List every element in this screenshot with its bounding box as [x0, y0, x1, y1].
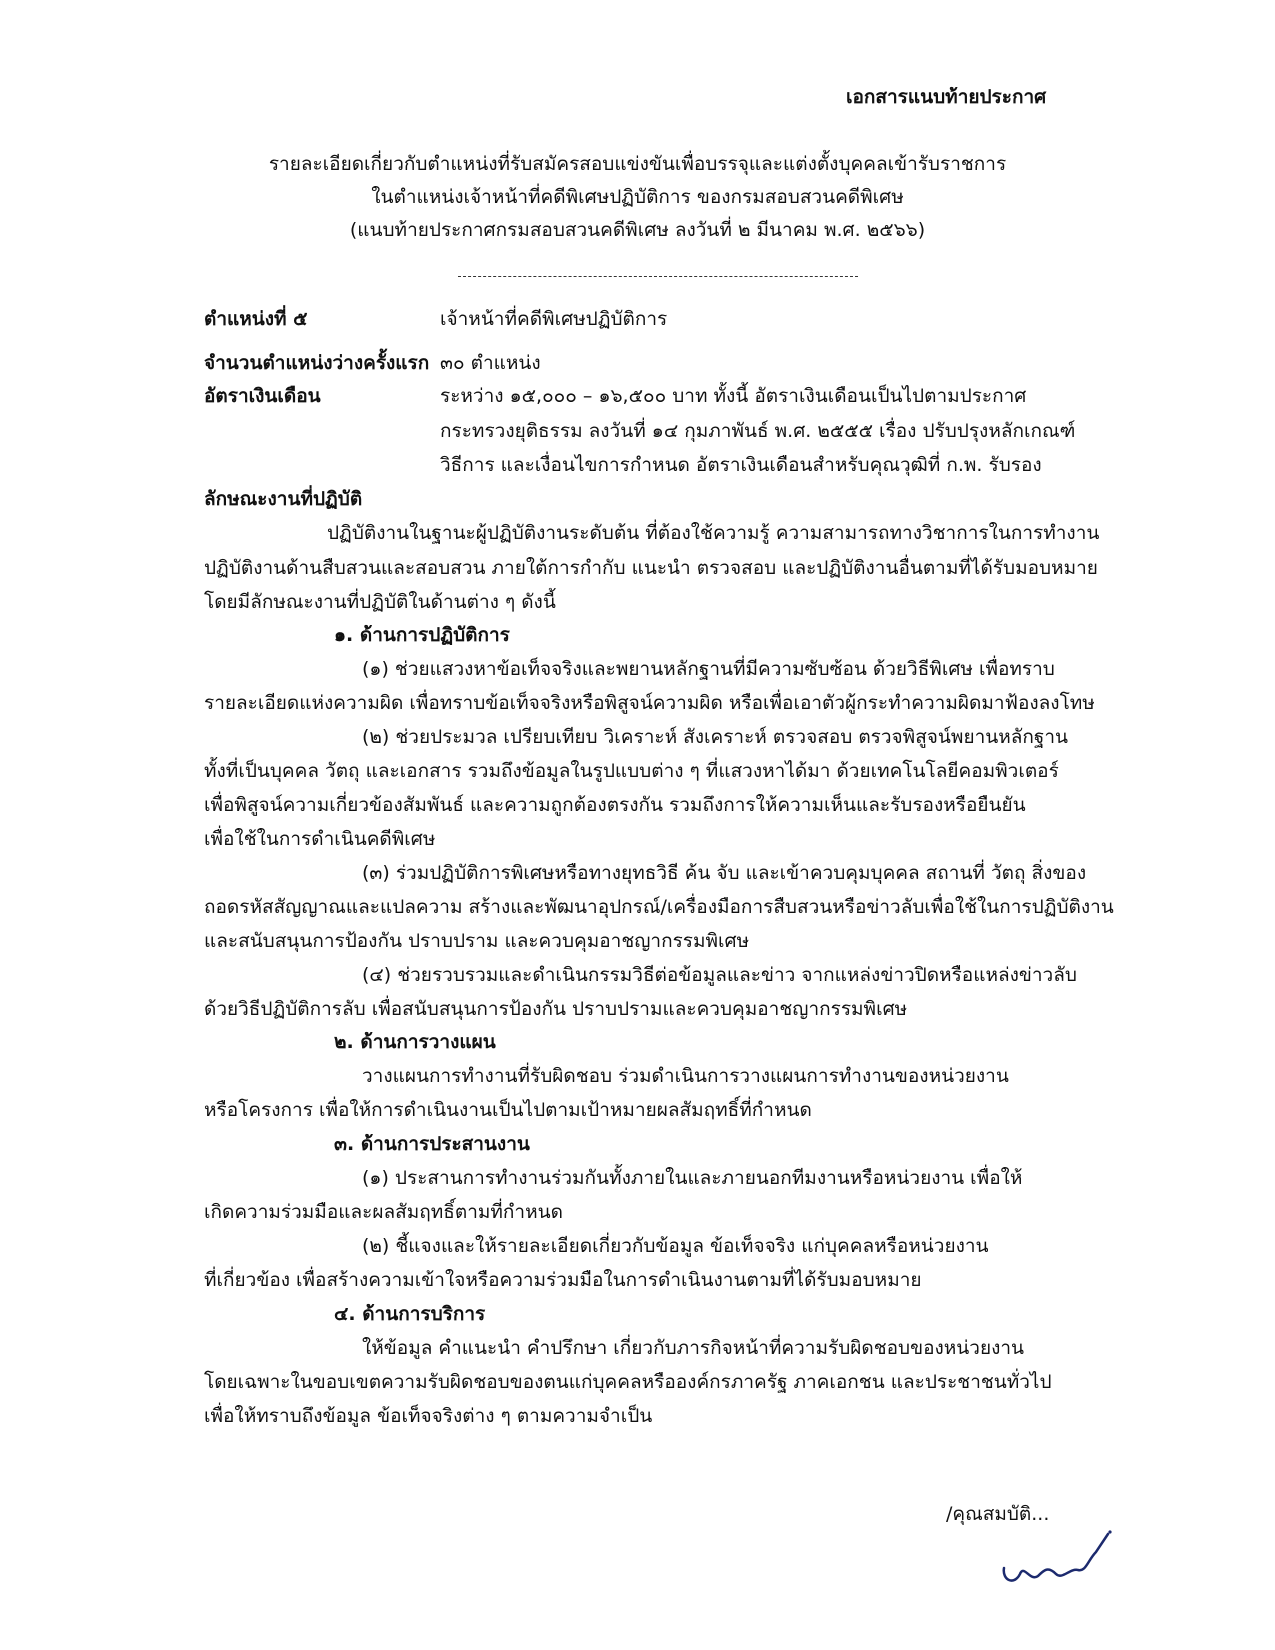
salary-line: วิธีการ และเงื่อนไขการกำหนด อัตราเงินเดือนสำหรับคุณวุฒิที่ ก.พ. รับรอง [440, 454, 1042, 476]
paragraph-line: (๑) ช่วยแสวงหาข้อเท็จจริงและพยานหลักฐานที่มีความซับซ้อน ด้วยวิธีพิเศษ เพื่อทราบ [362, 658, 1055, 680]
section-heading: ๓. ด้านการประสานงาน [334, 1133, 530, 1155]
signature-mark [1000, 1530, 1120, 1590]
title-line: รายละเอียดเกี่ยวกับตำแหน่งที่รับสมัครสอบแข่งขันเพื่อบรรจุและแต่งตั้งบุคคลเข้ารับราชการ [268, 153, 1007, 175]
paragraph-line: (๔) ช่วยรวบรวมและดำเนินกรรมวิธีต่อข้อมูลและข่าว จากแหล่งข่าวปิดหรือแหล่งข่าวลับ [362, 964, 1077, 986]
salary-line: ระหว่าง ๑๕,๐๐๐ – ๑๖,๕๐๐ บาท ทั้งนี้ อัตราเงินเดือนเป็นไปตามประกาศ [440, 385, 1027, 407]
section-heading: ๔. ด้านการบริการ [334, 1303, 486, 1325]
vacancy-value: ๓๐ ตำแหน่ง [440, 352, 541, 374]
paragraph-line: ถอดรหัสสัญญาณและแปลความ สร้างและพัฒนาอุปกรณ์/เครื่องมือการสืบสวนหรือข่าวลับเพื่อใช้ในการปฏิบัติงาน [204, 896, 1114, 918]
paragraph-line: รายละเอียดแห่งความผิด เพื่อทราบข้อเท็จจริงหรือพิสูจน์ความผิด หรือเพื่อเอาตัวผู้กระทำความผิดมาฟ้องลงโทษ [204, 692, 1095, 714]
paragraph-line: เพื่อพิสูจน์ความเกี่ยวข้องสัมพันธ์ และความถูกต้องตรงกัน รวมถึงการให้ความเห็นและรับรองหรือยืนยัน [204, 794, 1026, 816]
paragraph-line: (๒) ช่วยประมวล เปรียบเทียบ วิเคราะห์ สังเคราะห์ ตรวจสอบ ตรวจพิสูจน์พยานหลักฐาน [362, 726, 1069, 748]
section-heading: ๒. ด้านการวางแผน [334, 1031, 496, 1053]
paragraph-line: ปฏิบัติงานในฐานะผู้ปฏิบัติงานระดับต้น ที่ต้องใช้ความรู้ ความสามารถทางวิชาการในการทำงาน [327, 522, 1100, 544]
paragraph-line: ทั้งที่เป็นบุคคล วัตถุ และเอกสาร รวมถึงข้อมูลในรูปแบบต่าง ๆ ที่แสวงหาได้มา ด้วยเทคโนโลยีคอมพิวเตอร์ [204, 760, 1059, 782]
duties-heading: ลักษณะงานที่ปฏิบัติ [204, 488, 363, 510]
paragraph-line: หรือโครงการ เพื่อให้การดำเนินงานเป็นไปตามเป้าหมายผลสัมฤทธิ์ที่กำหนด [204, 1099, 812, 1121]
paragraph-line: ที่เกี่ยวข้อง เพื่อสร้างความเข้าใจหรือความร่วมมือในการดำเนินงานตามที่ได้รับมอบหมาย [204, 1269, 922, 1291]
title-line: (แนบท้ายประกาศกรมสอบสวนคดีพิเศษ ลงวันที่ ๒ มีนาคม พ.ศ. ๒๕๖๖) [349, 219, 926, 241]
paragraph-line: เพื่อใช้ในการดำเนินคดีพิเศษ [204, 828, 436, 850]
paragraph-line: และสนับสนุนการป้องกัน ปราบปราม และควบคุมอาชญากรรมพิเศษ [204, 930, 750, 952]
position-no-label: ตำแหน่งที่ ๕ [204, 308, 308, 330]
paragraph-line: (๓) ร่วมปฏิบัติการพิเศษหรือทางยุทธวิธี ค้น จับ และเข้าควบคุมบุคคล สถานที่ วัตถุ สิ่งของ [362, 862, 1087, 884]
paragraph-line: ปฏิบัติงานด้านสืบสวนและสอบสวน ภายใต้การกำกับ แนะนำ ตรวจสอบ และปฏิบัติงานอื่นตามที่ได้รับมอบหมาย [204, 557, 1098, 579]
section-heading: ๑. ด้านการปฏิบัติการ [334, 624, 510, 646]
paragraph-line: โดยเฉพาะในขอบเขตความรับผิดชอบของตนแก่บุคคลหรือองค์กรภาครัฐ ภาคเอกชน และประชาชนทั่วไป [204, 1371, 1052, 1393]
paragraph-line: วางแผนการทำงานที่รับผิดชอบ ร่วมดำเนินการวางแผนการทำงานของหน่วยงาน [362, 1065, 1009, 1087]
paragraph-line: (๒) ชี้แจงและให้รายละเอียดเกี่ยวกับข้อมูล ข้อเท็จจริง แก่บุคคลหรือหน่วยงาน [362, 1235, 989, 1257]
dashed-divider [458, 276, 858, 277]
paragraph-line: ด้วยวิธีปฏิบัติการลับ เพื่อสนับสนุนการป้องกัน ปราบปรามและควบคุมอาชญากรรมพิเศษ [204, 998, 908, 1020]
paragraph-line: (๑) ประสานการทำงานร่วมกันทั้งภายในและภายนอกทีมงานหรือหน่วยงาน เพื่อให้ [362, 1167, 1023, 1189]
paragraph-line: เพื่อให้ทราบถึงข้อมูล ข้อเท็จจริงต่าง ๆ ตามความจำเป็น [204, 1405, 653, 1427]
paragraph-line: เกิดความร่วมมือและผลสัมฤทธิ์ตามที่กำหนด [204, 1201, 563, 1223]
title-line: ในตำแหน่งเจ้าหน้าที่คดีพิเศษปฏิบัติการ ของกรมสอบสวนคดีพิเศษ [371, 186, 904, 208]
position-title: เจ้าหน้าที่คดีพิเศษปฏิบัติการ [440, 308, 668, 330]
paragraph-line: โดยมีลักษณะงานที่ปฏิบัติในด้านต่าง ๆ ดังนี้ [204, 591, 556, 613]
salary-label: อัตราเงินเดือน [204, 385, 321, 407]
paragraph-line: ให้ข้อมูล คำแนะนำ คำปรึกษา เกี่ยวกับภารกิจหน้าที่ความรับผิดชอบของหน่วยงาน [362, 1337, 1025, 1359]
salary-line: กระทรวงยุติธรรม ลงวันที่ ๑๔ กุมภาพันธ์ พ.ศ. ๒๕๕๕ เรื่อง ปรับปรุงหลักเกณฑ์ [440, 420, 1076, 442]
vacancy-label: จำนวนตำแหน่งว่างครั้งแรก [204, 352, 430, 374]
attachment-label: เอกสารแนบท้ายประกาศ [846, 86, 1047, 108]
continued-marker: /คุณสมบัติ... [946, 1503, 1050, 1525]
